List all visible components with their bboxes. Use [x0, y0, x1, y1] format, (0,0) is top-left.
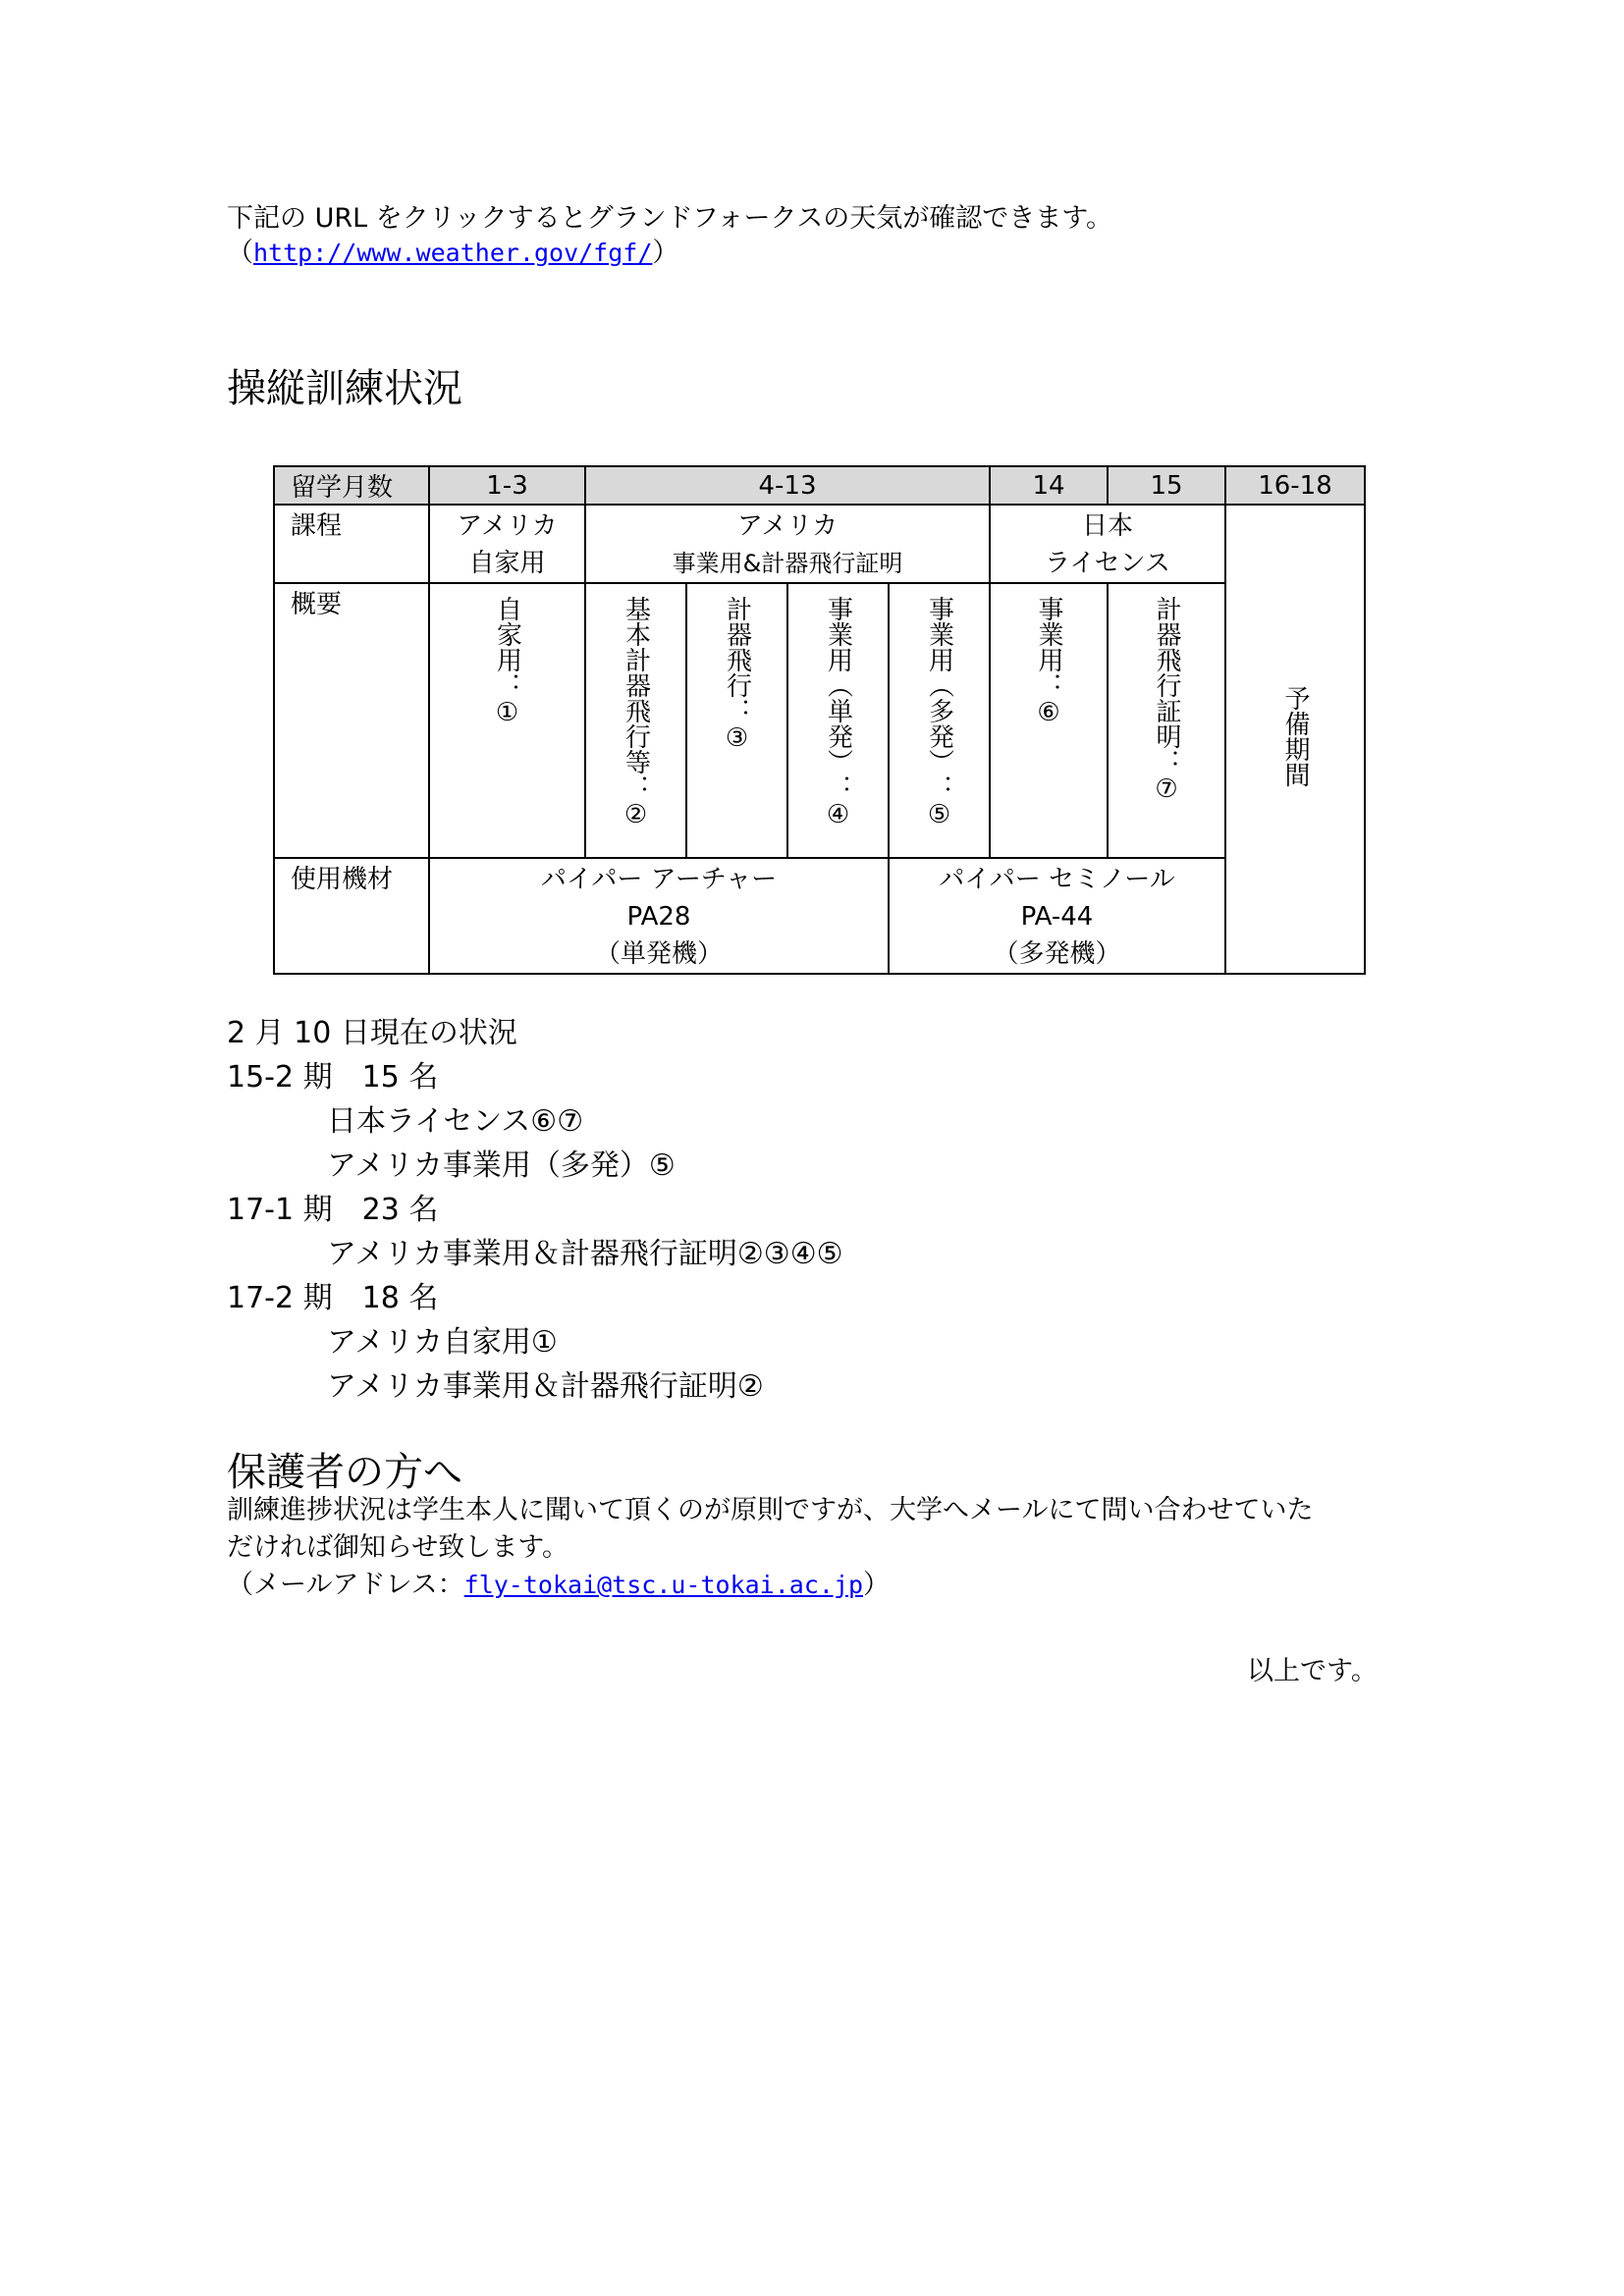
course-cell-line: 日本	[1081, 511, 1133, 541]
status-line: アメリカ自家用①	[327, 1325, 558, 1360]
header-4-13: 4-13	[585, 466, 990, 505]
status-section	[227, 1011, 842, 1409]
aircraft-line: PA-44	[1020, 902, 1094, 932]
aircraft-line: パイパー セミノール	[939, 865, 1175, 894]
course-cell-line: アメリカ	[736, 511, 839, 541]
overview-item: 自家用：①	[492, 596, 522, 727]
course-cell-line: 事業用&計器飛行証明	[672, 550, 903, 577]
note-line: 訓練進捗状況は学生本人に聞いて頂くのが原則ですが、大学へメールにて問い合わせていた	[227, 1495, 1314, 1525]
overview-item: 事業用：⑥	[1034, 596, 1063, 727]
open-paren: （	[227, 238, 253, 268]
overview-item: 計器飛行：③	[722, 596, 752, 753]
overview-item: 事業用（多発）：⑤	[924, 596, 954, 829]
status-line: アメリカ事業用＆計器飛行証明②	[327, 1369, 764, 1404]
aircraft-label: 使用機材	[274, 858, 429, 974]
status-group-title: 17-1 期 23 名	[227, 1193, 439, 1227]
intro-link-line	[227, 236, 1112, 270]
table-header-row	[274, 466, 1365, 505]
header-15: 15	[1108, 466, 1225, 505]
note-line: だければ御知らせ致します。	[227, 1532, 569, 1563]
status-date: 2 月 10 日現在の状況	[227, 1016, 517, 1050]
course-row	[274, 505, 1365, 583]
course-us-private	[429, 505, 585, 583]
overview-cell	[787, 583, 889, 858]
aircraft-multi	[889, 858, 1225, 974]
overview-item: 計器飛行証明：⑦	[1152, 596, 1181, 804]
training-table	[273, 465, 1366, 975]
spare-period-cell	[1225, 505, 1365, 974]
closing-text: 以上です。	[1247, 1656, 1378, 1686]
status-line: 日本ライセンス⑥⑦	[327, 1104, 584, 1139]
status-line: アメリカ事業用＆計器飛行証明②③④⑤	[327, 1237, 843, 1271]
header-months: 留学月数	[274, 466, 429, 505]
course-cell-line: 自家用	[468, 549, 546, 578]
email-suffix: ）	[863, 1570, 891, 1600]
status-group-title: 15-2 期 15 名	[227, 1060, 439, 1095]
spare-period: 予備期間	[1280, 684, 1310, 787]
overview-item: 事業用（単発）：④	[823, 596, 853, 829]
status-group-title: 17-2 期 18 名	[227, 1281, 439, 1315]
email-line	[227, 1567, 1435, 1604]
aircraft-line: （単発機）	[594, 939, 723, 969]
close-paren: ）	[652, 238, 679, 268]
email-prefix: （メールアドレス：	[227, 1570, 464, 1600]
weather-link[interactable]: http://www.weather.gov/fgf/	[253, 239, 653, 267]
intro-section	[227, 201, 1112, 270]
header-16-18: 16-18	[1225, 466, 1365, 505]
aircraft-single	[429, 858, 889, 974]
header-1-3: 1-3	[429, 466, 585, 505]
aircraft-line: パイパー アーチャー	[540, 865, 778, 894]
aircraft-row	[274, 858, 1365, 974]
overview-cell	[429, 583, 585, 858]
course-label: 課程	[274, 505, 429, 583]
overview-row	[274, 583, 1365, 858]
status-line: アメリカ事業用（多発）⑤	[327, 1148, 676, 1183]
course-cell-line: アメリカ	[457, 511, 558, 541]
aircraft-line: （多発機）	[993, 939, 1121, 969]
training-status-heading: 操縦訓練状況	[227, 366, 462, 411]
aircraft-line: PA28	[626, 902, 691, 932]
email-link[interactable]: fly-tokai@tsc.u-tokai.ac.jp	[463, 1571, 864, 1599]
overview-cell	[686, 583, 787, 858]
guardian-note	[227, 1492, 1435, 1604]
overview-cell	[889, 583, 990, 858]
overview-cell	[1108, 583, 1225, 858]
course-cell-line: ライセンス	[1045, 549, 1170, 578]
overview-cell	[585, 583, 686, 858]
overview-cell	[990, 583, 1108, 858]
overview-label: 概要	[274, 583, 429, 858]
overview-item: 基本計器飛行等：②	[621, 596, 651, 829]
intro-text: 下記の URL をクリックするとグランドフォークスの天気が確認できます。	[227, 203, 1113, 234]
header-14: 14	[990, 466, 1108, 505]
guardians-heading: 保護者の方へ	[227, 1450, 462, 1495]
course-japan-license	[990, 505, 1225, 583]
course-us-commercial	[585, 505, 990, 583]
